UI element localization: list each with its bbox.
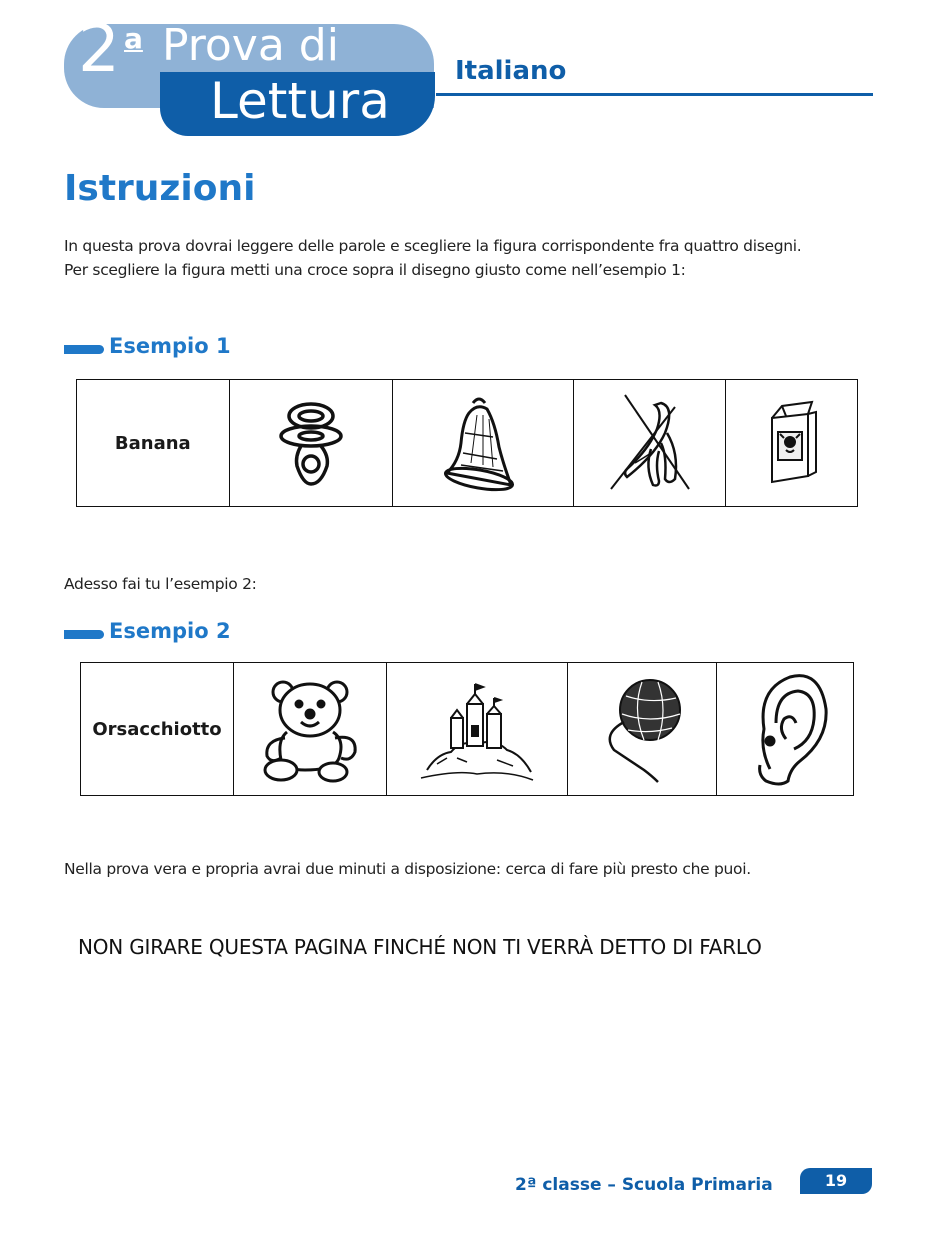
header-rule	[436, 93, 873, 96]
example-1-option-4[interactable]	[726, 380, 858, 507]
example-1-table	[76, 379, 858, 507]
ear-icon	[740, 669, 830, 789]
example-1-option-3-selected[interactable]	[573, 380, 726, 507]
pacifier-icon	[271, 398, 351, 488]
crossed-banana-icon	[605, 393, 695, 493]
example-2-table	[80, 662, 854, 796]
example-2-label: Esempio 2	[109, 619, 231, 643]
example-2-word-cell	[81, 663, 234, 796]
header-title-line1: Prova di	[162, 20, 339, 71]
example-1-marker	[64, 345, 104, 354]
subject-label: Italiano	[455, 56, 567, 86]
example-1-option-2[interactable]	[393, 380, 574, 507]
example-2-prompt: Adesso fai tu l’esempio 2:	[64, 575, 257, 593]
example-1-label: Esempio 1	[109, 334, 231, 358]
intro-line-1: In questa prova dovrai leggere delle parole e scegliere la figura corrispondente fra quattro disegni.	[64, 237, 802, 255]
header-title-line2: Lettura	[210, 72, 390, 130]
castle-icon	[417, 674, 537, 784]
example-2-option-4[interactable]	[717, 663, 854, 796]
page-number: 19	[800, 1168, 872, 1194]
example-2-marker	[64, 630, 104, 639]
yarn-ball-icon	[592, 674, 692, 784]
test-number-ordinal: a	[124, 22, 143, 55]
example-1-option-1[interactable]	[229, 380, 393, 507]
example-2-option-1[interactable]	[234, 663, 387, 796]
bell-icon	[433, 393, 533, 493]
teddy-bear-icon	[255, 674, 365, 784]
warning-text: NON GIRARE QUESTA PAGINA FINCHÉ NON TI VERRÀ DETTO DI FARLO	[78, 935, 762, 959]
example-2-option-3[interactable]	[568, 663, 717, 796]
time-note: Nella prova vera e propria avrai due minuti a disposizione: cerca di fare più presto che puoi.	[64, 860, 751, 878]
intro-line-2: Per scegliere la figura metti una croce sopra il disegno giusto come nell’esempio 1:	[64, 261, 686, 279]
test-number: 2	[78, 10, 120, 87]
milk-carton-icon	[762, 398, 822, 488]
intro-paragraph	[64, 234, 884, 282]
footer-class-text: 2ª classe – Scuola Primaria	[515, 1175, 773, 1195]
example-1-word-cell	[77, 380, 230, 507]
example-1-word: Banana	[114, 432, 191, 454]
example-2-word: Orsacchiotto	[92, 718, 222, 740]
page-title: Istruzioni	[64, 168, 256, 209]
example-2-option-2[interactable]	[387, 663, 568, 796]
